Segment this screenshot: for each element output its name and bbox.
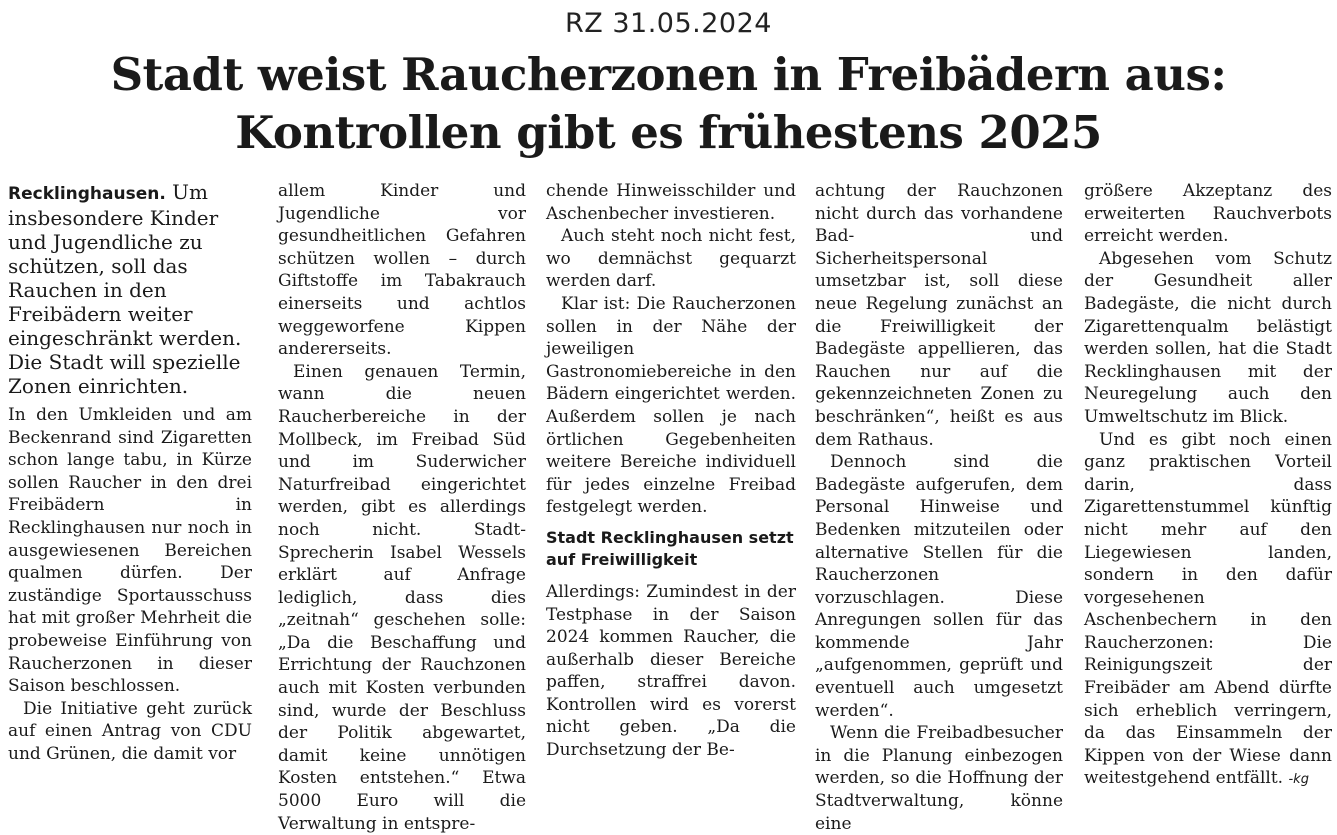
column-4 <box>815 180 1063 834</box>
lead-text: Um insbesondere Kinder und Jugendliche zu schützen, soll das Rauchen in den Freibädern weiter eingeschränkt werden. Die Stadt will spezielle Zonen einrichten. <box>8 180 242 398</box>
closing-text: Und es gibt noch einen ganz praktischen Vorteil darin, dass Zigarettenstummel künftig nicht mehr auf den Liegewiesen landen, sondern in den dafür vorgesehenen Aschenbechern in den Raucherzonen: Die Reinigungszeit der Freibäder am Abend dürfte sich erheblich verringern, da das Einsammeln der Kippen von der Wiese dann weitestgehend entfällt. <box>1084 429 1332 789</box>
body-paragraph: Klar ist: Die Raucherzonen sollen in der Nähe der jeweiligen Gastronomiebereiche in den Bädern eingerichtet werden. Außerdem sollen je nach örtlichen Gegebenheiten weitere Bereiche individuell für jedes einzelne Freibad festgelegt werden. <box>546 293 796 518</box>
column-3 <box>546 180 796 761</box>
body-paragraph: In den Umkleiden und am Beckenrand sind Zigaretten schon lange tabu, in Kürze sollen Raucher in den drei Freibädern in Recklinghausen nur noch in ausgewiesenen Bereichen qualmen dürfen. Der zuständige Sportausschuss hat mit großer Mehrheit die probeweise Einführung von Raucherzonen in dieser Saison beschlossen. <box>8 405 252 697</box>
column-1 <box>8 180 252 764</box>
body-paragraph <box>1084 429 1332 793</box>
body-paragraph: Auch steht noch nicht fest, wo demnächst gequarzt werden darf. <box>546 226 796 292</box>
author-signature: -kg <box>1288 772 1309 788</box>
body-paragraph: Abgesehen vom Schutz der Gesundheit aller Badegäste, die nicht durch Zigarettenqualm belästigt werden sollen, hat die Stadt Recklinghausen mit der Neuregelung auch den Umweltschutz im Blick. <box>1084 248 1332 427</box>
headline-line-2: Kontrollen gibt es frühestens 2025 <box>235 106 1102 159</box>
headline <box>0 46 1337 162</box>
column-5 <box>1084 180 1332 789</box>
body-paragraph: Die Initiative geht zurück auf einen Antrag von CDU und Grünen, die damit vor <box>8 698 252 764</box>
column-2 <box>278 180 526 834</box>
subheading: Stadt Recklinghausen setzt auf Freiwilligkeit <box>546 527 794 569</box>
body-paragraph: Allerdings: Zumindest in der Testphase in der Saison 2024 kommen Raucher, die außerhalb dieser Bereiche paffen, straffrei davon. Kontrollen wird es vorerst nicht geben. „Da die Durchsetzung der Be- <box>546 581 796 761</box>
headline-line-1: Stadt weist Raucherzonen in Freibädern aus: <box>110 48 1227 101</box>
body-paragraph-continued: achtung der Rauchzonen nicht durch das vorhandene Bad- und Sicherheitspersonal umsetzbar ist, soll diese neue Regelung zunächst an die Freiwilligkeit der Badegäste appellieren, das Rauchen nur auf die gekennzeichneten Zonen zu beschränken“, heißt es aus dem Rathaus. <box>815 181 1063 450</box>
body-paragraph: Einen genauen Termin, wann die neuen Raucherbereiche in der Mollbeck, im Freibad Süd und im Suderwicher Naturfreibad eingerichtet werden, gibt es allerdings noch nicht. Stadt-Sprecherin Isabel Wessels erklärt auf Anfrage lediglich, dass dies „zeitnah“ geschehen solle: „Da die Beschaffung und Errichtung der Rauchzonen auch mit Kosten verbunden sind, wurde der Beschluss der Politik abgewartet, damit keine unnötigen Kosten entstehen.“ Etwa 5000 Euro will die Verwaltung in entspre- <box>278 361 526 834</box>
body-paragraph: Wenn die Freibadbesucher in die Planung einbezogen werden, so die Hoffnung der Stadtverwaltung, könne eine <box>815 723 1063 834</box>
lead-paragraph <box>8 180 252 398</box>
body-paragraph-continued: größere Akzeptanz des erweiterten Rauchverbots erreicht werden. <box>1084 181 1332 247</box>
body-paragraph-continued: allem Kinder und Jugendliche vor gesundheitlichen Gefahren schützen wollen – durch Giftstoffe im Tabakrauch einerseits und achtlos weggeworfene Kippen andererseits. <box>278 181 526 360</box>
dateline: RZ 31.05.2024 <box>565 8 772 39</box>
location-tag: Recklinghausen. <box>8 184 166 204</box>
body-paragraph: Dennoch sind die Badegäste aufgerufen, dem Personal Hinweise und Bedenken mitzuteilen oder alternative Stellen für die Raucherzonen vorzuschlagen. Diese Anregungen sollen für das kommende Jahr „aufgenommen, geprüft und eventuell auch umgesetzt werden“. <box>815 452 1063 721</box>
body-paragraph-continued: chende Hinweisschilder und Aschenbecher investieren. <box>546 181 796 224</box>
